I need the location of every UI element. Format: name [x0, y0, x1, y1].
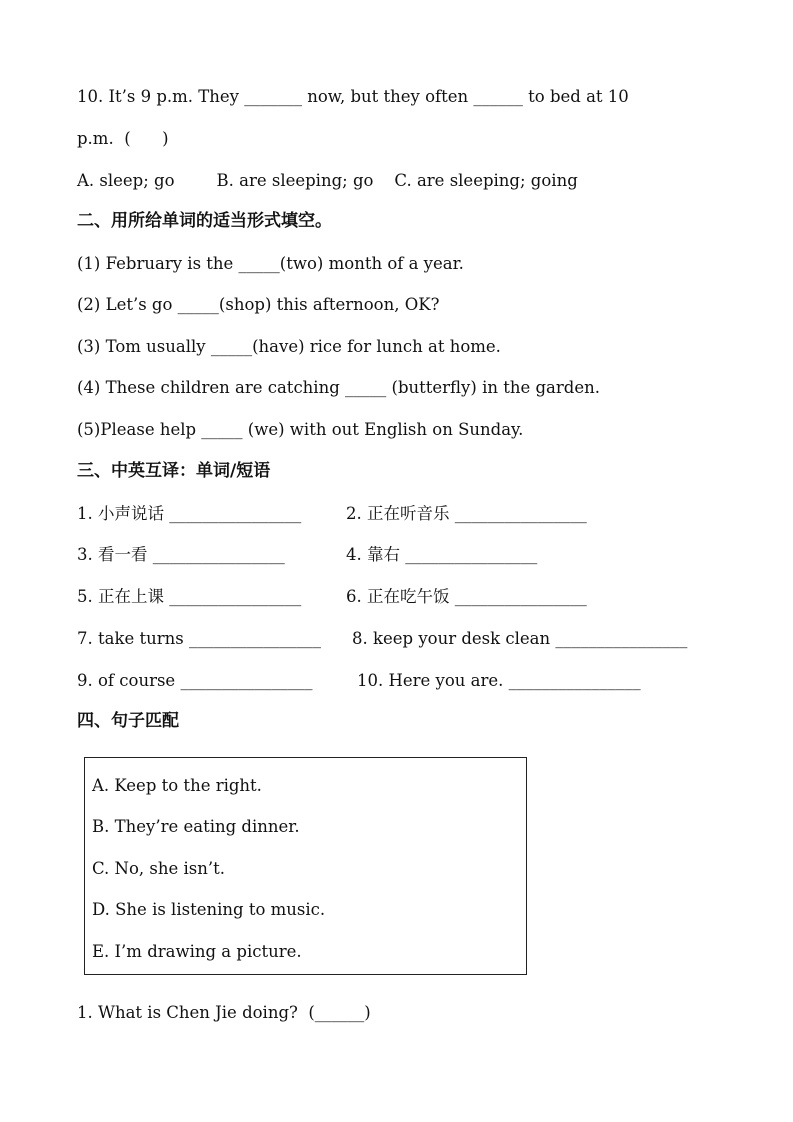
translation-item-4: 4. 靠右 ________________: [346, 545, 538, 564]
translation-item-7: 7. take turns ________________: [77, 629, 321, 648]
translation-item-8: 8. keep your desk clean ________________: [352, 629, 688, 648]
match-option-e: E. I’m drawing a picture.: [92, 942, 302, 961]
fill-in-item-3: (3) Tom usually _____(have) rice for lunch at home.: [77, 337, 501, 356]
fill-in-item-5: (5)Please help _____ (we) with out English on Sunday.: [77, 420, 524, 439]
translation-item-6: 6. 正在吃午饭 ________________: [346, 587, 587, 606]
section-2-title: 二、用所给单词的适当形式填空。: [77, 211, 332, 231]
translation-item-3: 3. 看一看 ________________: [77, 545, 285, 564]
translation-item-9: 9. of course ________________: [77, 671, 313, 690]
match-option-d: D. She is listening to music.: [92, 900, 326, 919]
match-option-b: B. They’re eating dinner.: [92, 817, 300, 836]
translation-item-5: 5. 正在上课 ________________: [77, 587, 302, 606]
match-option-c: C. No, she isn’t.: [92, 859, 225, 878]
section-4-title: 四、句子匹配: [77, 711, 179, 731]
fill-in-item-2: (2) Let’s go _____(shop) this afternoon, OK?: [77, 295, 440, 314]
question-10-options: A. sleep; go B. are sleeping; go C. are sleeping; going: [77, 171, 578, 190]
question-10-text-continued: p.m. ( ): [77, 129, 169, 148]
translation-item-1: 1. 小声说话 ________________: [77, 504, 302, 523]
fill-in-item-4: (4) These children are catching _____ (butterfly) in the garden.: [77, 378, 600, 397]
translation-item-10: 10. Here you are. ________________: [357, 671, 641, 690]
matching-options-box: [84, 757, 527, 975]
match-option-a: A. Keep to the right.: [92, 776, 262, 795]
translation-item-2: 2. 正在听音乐 ________________: [346, 504, 587, 523]
fill-in-item-1: (1) February is the _____(two) month of a year.: [77, 254, 464, 273]
question-10-text: 10. It’s 9 p.m. They _______ now, but they often ______ to bed at 10: [77, 87, 629, 106]
matching-question-1: 1. What is Chen Jie doing? (______): [77, 1003, 371, 1022]
section-3-title: 三、中英互译：单词/短语: [77, 461, 271, 481]
